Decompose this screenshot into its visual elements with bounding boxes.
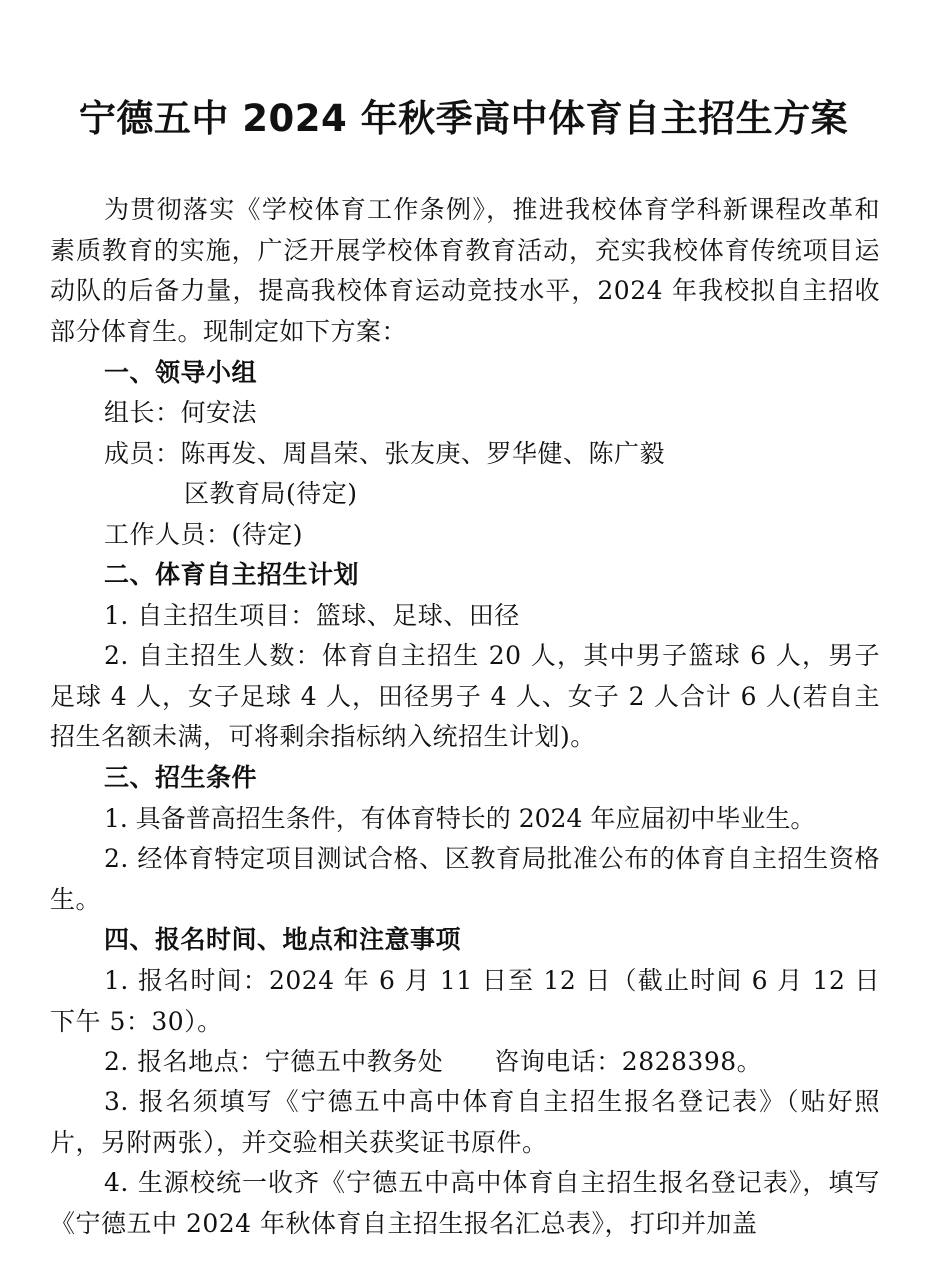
section4-item3: 3. 报名须填写《宁德五中高中体育自主招生报名登记表》（贴好照片，另附两张），并交验相关获奖证书原件。 [50,1087,880,1157]
document-title: 宁德五中 2024 年秋季高中体育自主招生方案 [78,97,849,140]
members-line: 成员：陈再发、周昌荣、张友庚、罗华健、陈广毅 [104,439,666,468]
leader-line: 组长：何安法 [104,398,258,427]
section1-heading: 一、领导小组 [104,358,258,387]
section4-item1: 1. 报名时间：2024 年 6 月 11 日至 12 日（截止时间 6 月 12 日下午 5：30）。 [50,966,880,1036]
section3-item1: 1. 具备普高招生条件，有体育特长的 2024 年应届初中毕业生。 [104,804,816,833]
section4-item2: 2. 报名地点：宁德五中教务处 咨询电话：2828398。 [104,1047,763,1076]
section2-item1: 1. 自主招生项目：篮球、足球、田径 [104,601,520,630]
section3-heading: 三、招生条件 [104,763,258,792]
section3-item2: 2. 经体育特定项目测试合格、区教育局批准公布的体育自主招生资格生。 [50,844,880,914]
section4-heading: 四、报名时间、地点和注意事项 [104,925,462,954]
section4-item4: 4. 生源校统一收齐《宁德五中高中体育自主招生报名登记表》，填写《宁德五中 2024 年秋体育自主招生报名汇总表》，打印并加盖 [50,1168,880,1238]
section2-heading: 二、体育自主招生计划 [104,560,360,589]
staff-line: 工作人员：(待定) [104,520,304,549]
intro-paragraph: 为贯彻落实《学校体育工作条例》，推进我校体育学科新课程改革和素质教育的实施，广泛开展学校体育教育活动，充实我校体育传统项目运动队的后备力量，提高我校体育运动竞技水平，2024 年我校拟自主招收部分体育生。现制定如下方案： [50,195,880,346]
members-extra-line: 区教育局(待定) [184,479,358,508]
section2-item2: 2. 自主招生人数：体育自主招生 20 人，其中男子篮球 6 人，男子足球 4 人，女子足球 4 人，田径男子 4 人、女子 2 人合计 6 人(若自主招生名额未满，可将剩余指标纳入统招生计划)。 [50,641,880,752]
